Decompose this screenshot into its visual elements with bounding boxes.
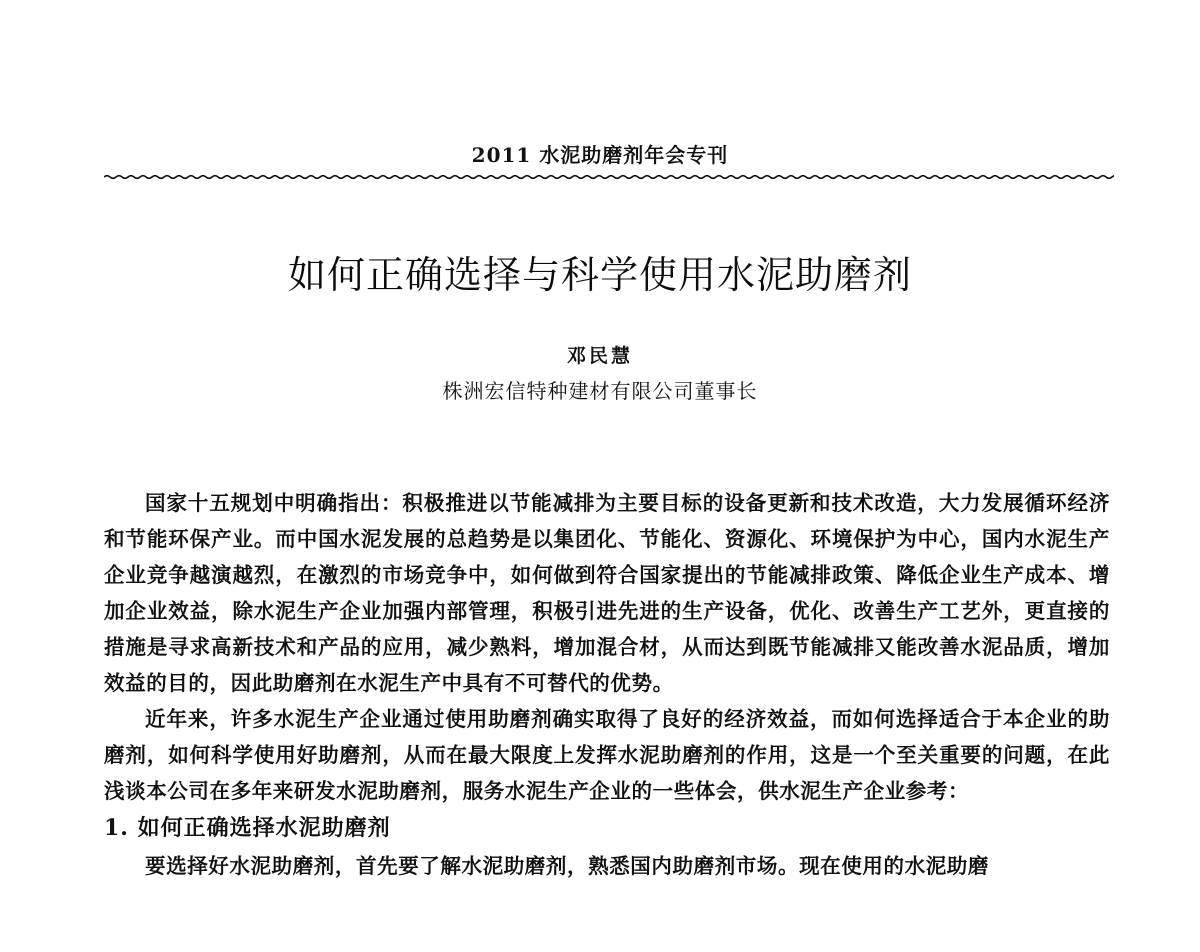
running-header: 2011 水泥助磨剂年会专刊: [471, 143, 729, 167]
body-paragraph: 近年来，许多水泥生产企业通过使用助磨剂确实取得了良好的经济效益，而如何选择适合于本企业的助磨剂，如何科学使用好助磨剂，从而在最大限度上发挥水泥助磨剂的作用，这是一个至关重要的问题，在此浅谈本公司在多年来研发水泥助磨剂，服务水泥生产企业的一些体会，供水泥生产企业参考：: [104, 707, 1110, 803]
body-paragraph: 国家十五规划中明确指出：积极推进以节能减排为主要目标的设备更新和技术改造，大力发展循环经济和节能环保产业。而中国水泥发展的总趋势是以集团化、节能化、资源化、环境保护为中心，国内水泥生产企业竞争越演越烈，在激烈的市场竞争中，如何做到符合国家提出的节能减排政策、降低企业生产成本、增加企业效益，除水泥生产企业加强内部管理，积极引进先进的生产设备，优化、改善生产工艺外，更直接的措施是寻求高新技术和产品的应用，减少熟料，增加混合材，从而达到既节能减排又能改善水泥品质，增加效益的目的，因此助磨剂在水泥生产中具有不可替代的优势。: [104, 491, 1110, 695]
author-name: 邓民慧: [566, 345, 633, 367]
author-affiliation: 株洲宏信特种建材有限公司董事长: [442, 379, 758, 403]
body-paragraph: 要选择好水泥助磨剂，首先要了解水泥助磨剂，熟悉国内助磨剂市场。现在使用的水泥助磨: [145, 854, 989, 878]
section-number: 1.: [104, 815, 129, 841]
section-heading: [104, 809, 1110, 848]
header-wavy-rule: [104, 170, 1114, 184]
article-title: 如何正确选择与科学使用水泥助磨剂: [287, 253, 912, 297]
article-body: [104, 485, 1110, 884]
section-title: 如何正确选择水泥助磨剂: [137, 816, 391, 841]
